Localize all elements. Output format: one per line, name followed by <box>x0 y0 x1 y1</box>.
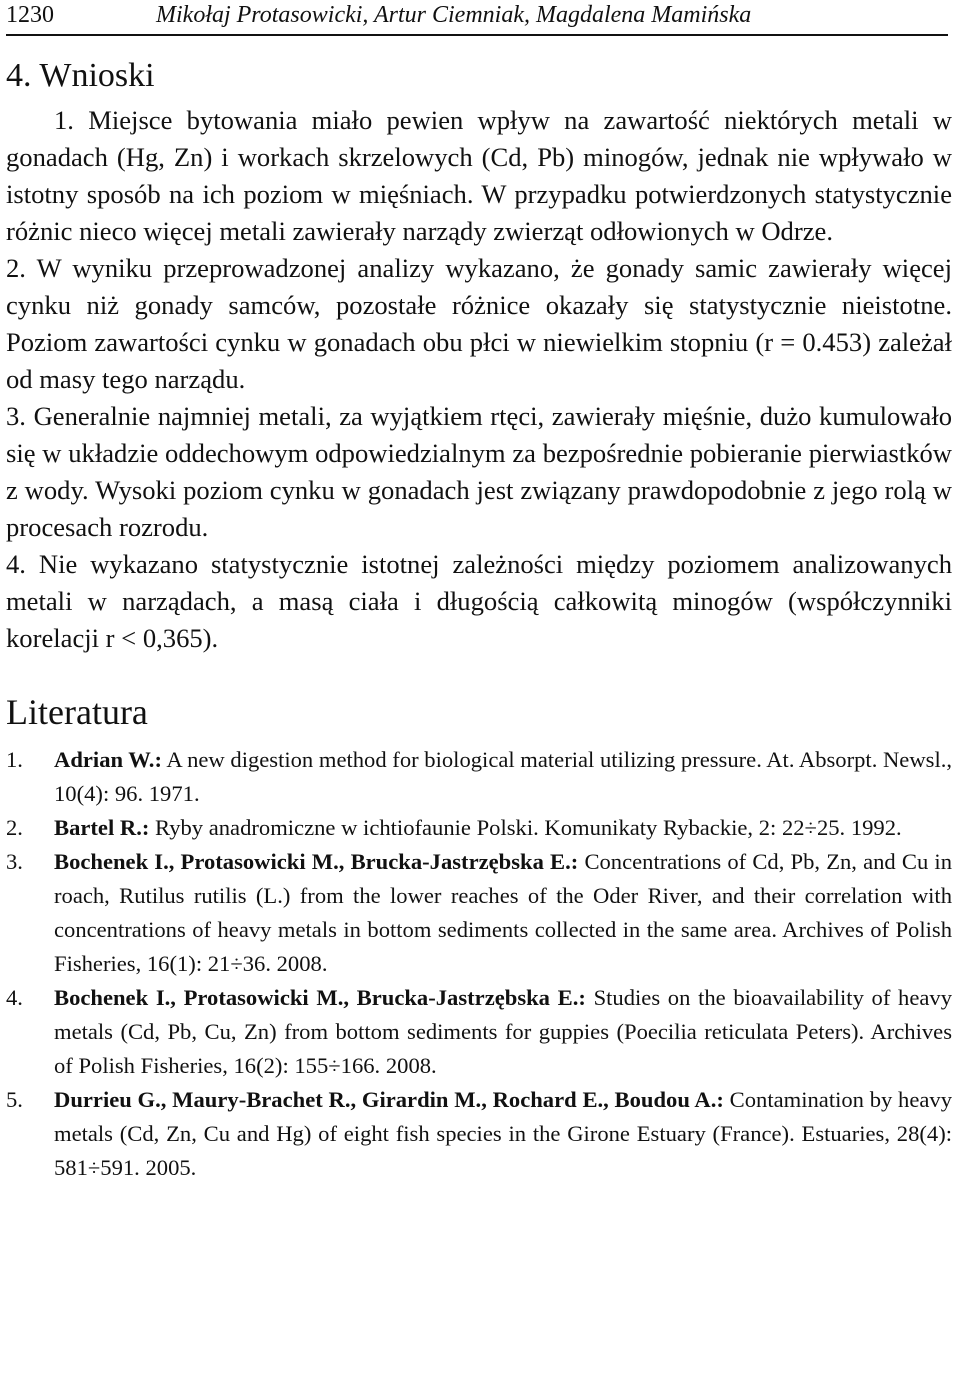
conclusion-item <box>6 102 952 250</box>
reference-item <box>6 845 952 981</box>
reference-text: Contamination by heavy metals (Cd, Zn, Cu and Hg) of eight fish species in the Girone Estuary (France). Estuaries, 28(4): 581÷591. 2005. <box>54 1087 953 1180</box>
reference-item <box>6 981 952 1083</box>
conclusion-text: Generalnie najmniej metali, za wyjątkiem rtęci, zawierały mięśnie, dużo kumulowało się w układzie oddechowym odpowiedzialnym za bezpośrednie pobieranie pierwiastków z wody. Wysoki poziom cynku w gonadach jest związany prawdopodobnie z jego rolą w procesach rozrodu. <box>6 401 952 542</box>
running-header <box>6 0 948 36</box>
reference-number: 4. <box>6 985 23 1010</box>
conclusion-number: 1. <box>54 105 74 135</box>
reference-authors: Adrian W.: <box>54 747 162 772</box>
conclusions-list <box>6 102 952 657</box>
conclusion-item <box>6 546 952 657</box>
reference-item <box>6 743 952 811</box>
reference-authors: Durrieu G., Maury-Brachet R., Girardin M., Rochard E., Boudou A.: <box>54 1087 724 1112</box>
conclusion-number: 4. <box>6 549 26 579</box>
reference-number: 3. <box>6 849 23 874</box>
section-title-literature: Literatura <box>6 692 148 732</box>
reference-text: Studies on the bioavailability of heavy metals (Cd, Pb, Cu, Zn) from bottom sediments for guppies (Poecilia reticulata Peters). Archives of Polish Fisheries, 16(2): 155÷166. 2008. <box>54 985 953 1078</box>
reference-authors: Bartel R.: <box>54 815 150 840</box>
reference-number: 2. <box>6 815 23 840</box>
reference-list <box>6 743 952 1185</box>
conclusion-text: W wyniku przeprowadzonej analizy wykazano, że gonady samic zawierały więcej cynku niż gonady samców, pozostałe różnice okazały się statystycznie nieistotne. Poziom zawartości cynku w gonadach obu płci w niewielkim stopniu (r = 0.453) zależał od masy tego narządu. <box>6 253 952 394</box>
conclusion-number: 3. <box>6 401 26 431</box>
conclusion-item <box>6 398 952 546</box>
conclusion-item <box>6 250 952 398</box>
reference-authors: Bochenek I., Protasowicki M., Brucka-Jastrzębska E.: <box>54 985 586 1010</box>
reference-item <box>6 1083 952 1185</box>
section-title-conclusions: 4. Wnioski <box>6 57 155 94</box>
reference-number: 5. <box>6 1087 23 1112</box>
conclusion-text: Miejsce bytowania miało pewien wpływ na zawartość niektórych metali w gonadach (Hg, Zn) i workach skrzelowych (Cd, Pb) minogów, jednak nie wpływało w istotny sposób na ich poziom w mięśniach. W przypadku potwierdzonych statystycznie różnic nieco więcej metali zawierały narządy zwierząt odłowionych w Odrze. <box>6 105 952 246</box>
running-header-authors: Mikołaj Protasowicki, Artur Ciemniak, Magdalena Mamińska <box>156 2 752 28</box>
reference-item <box>6 811 952 845</box>
reference-authors: Bochenek I., Protasowicki M., Brucka-Jastrzębska E.: <box>54 849 579 874</box>
reference-text: Ryby anadromiczne w ichtiofaunie Polski. Komunikaty Rybackie, 2: 22÷25. 1992. <box>149 815 902 840</box>
reference-text: A new digestion method for biological material utilizing pressure. At. Absorpt. Newsl., 10(4): 96. 1971. <box>54 747 953 806</box>
reference-number: 1. <box>6 747 23 772</box>
reference-text: Concentrations of Cd, Pb, Zn, and Cu in roach, Rutilus rutilis (L.) from the lower reaches of the Oder River, and their correlation with concentrations of heavy metals in bottom sediments collected in the same area. Archives of Polish Fisheries, 16(1): 21÷36. 2008. <box>54 849 952 976</box>
conclusion-text: Nie wykazano statystycznie istotnej zależności między poziomem analizowanych metali w narządach, a masą ciała i długością całkowitą minogów (współczynniki korelacji r < 0,365). <box>6 549 952 653</box>
conclusion-number: 2. <box>6 253 26 283</box>
page-number: 1230 <box>6 2 54 28</box>
